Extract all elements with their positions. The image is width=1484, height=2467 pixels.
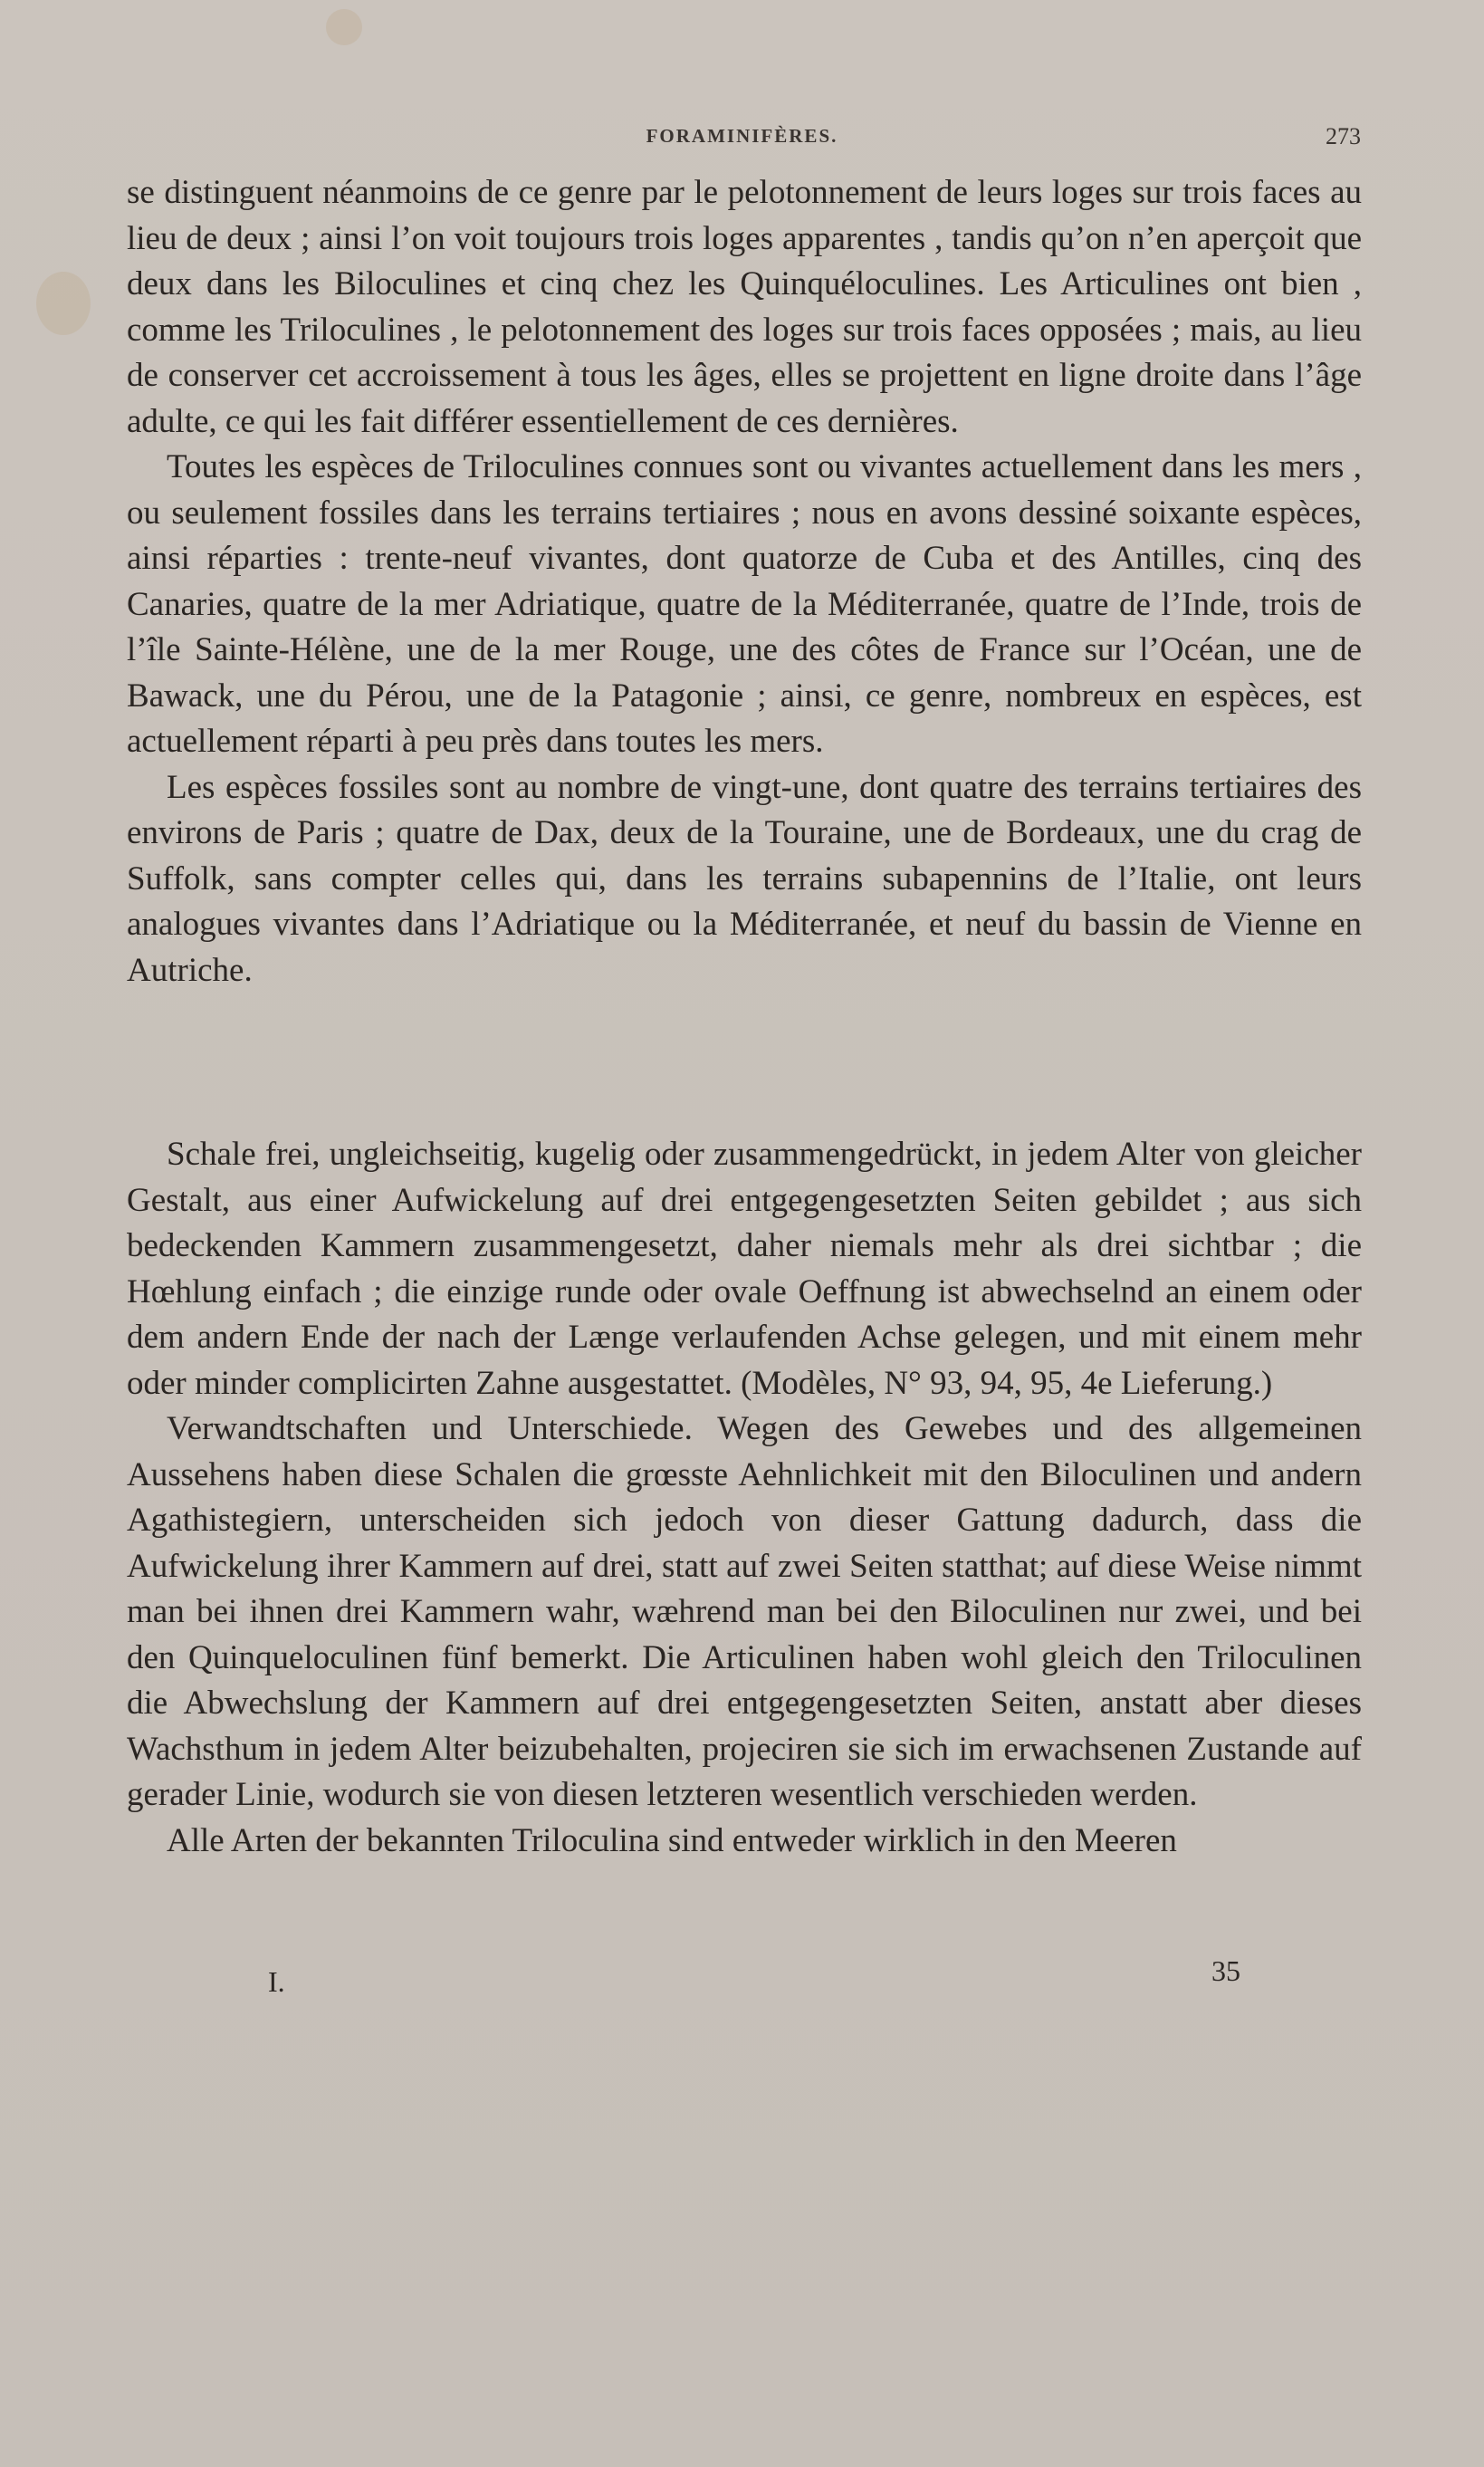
french-paragraph-2: Toutes les espèces de Triloculines connues sont ou vivantes actuellement dans les mers , ou seulement fossiles dans les terrains tertiaires ; nous en avons dessiné soixante espèces, ainsi réparties : trente-neuf vivantes, dont quatorze de Cuba et des Antilles, cinq des Canaries, quatre de la mer Adriatique, quatre de la Méditerranée, quatre de l’Inde, trois de l’île Sainte-Hélène, une de la mer Rouge, une des côtes de France sur l’Océan, une de Bawack, une du Pérou, une de la Patagonie ; ainsi, ce genre, nombreux en espèces, est actuellement réparti à peu près dans toutes les mers. [127, 448, 1362, 760]
german-paragraph-3: Alle Arten der bekannten Triloculina sind entweder wirklich in den Meeren [167, 1821, 1177, 1859]
french-text [127, 170, 1362, 994]
page-number: 273 [1326, 123, 1361, 149]
paper-stain [36, 272, 91, 335]
german-text [127, 1132, 1362, 1864]
running-header-title: FORAMINIFÈRES. [646, 125, 838, 147]
signature-mark: I. [268, 1965, 285, 1998]
german-paragraph-2: Verwandtschaften und Unterschiede. Wegen des Gewebes und des allgemeinen Aussehens haben diese Schalen die grœsste Aehnlichkeit mit den Biloculinen und andern Agathistegiern, unterscheiden sich jedoch von dieser Gattung dadurch, dass die Aufwickelung ihrer Kammern auf drei, statt auf zwei Seiten statthat; auf diese Weise nimmt man bei ihnen drei Kammern wahr, wæhrend man bei den Biloculinen nur zwei, und bei den Quinqueloculinen fünf bemerkt. Die Articulinen haben wohl gleich den Triloculinen die Abwechslung der Kammern auf drei entgegengesetzten Seiten, anstatt aber dieses Wachsthum in jedem Alter beizubehalten, projeciren sie sich im erwachsenen Zustande auf gerader Linie, wodurch sie von diesen letzteren wesentlich verschieden werden. [127, 1410, 1362, 1813]
french-paragraph-1: se distinguent néanmoins de ce genre par le pelotonnement de leurs loges sur trois faces au lieu de deux ; ainsi l’on voit toujours trois loges apparentes , tandis qu’on n’en aperçoit que deux dans les Biloculines et cinq chez les Quinquéloculines. Les Articulines ont bien , comme les Triloculines , le pelotonnement des loges sur trois faces opposées ; mais, au lieu de conserver cet accroissement à tous les âges, elles se projettent en ligne droite dans l’âge adulte, ce qui les fait différer essentiellement de ces dernières. [127, 174, 1362, 440]
french-paragraph-3: Les espèces fossiles sont au nombre de vingt-une, dont quatre des terrains tertiaires des environs de Paris ; quatre de Dax, deux de la Touraine, une de Bordeaux, une du crag de Suffolk, sans compter celles qui, dans les terrains subapennins de l’Italie, ont leurs analogues vivantes dans l’Adriatique ou la Méditerranée, et neuf du bassin de Vienne en Autriche. [127, 768, 1362, 989]
german-paragraph-1: Schale frei, ungleichseitig, kugelig oder zusammengedrückt, in jedem Alter von gleicher Gestalt, aus einer Aufwickelung auf drei entgegengesetzten Seiten gebildet ; aus sich bedeckenden Kammern zusammengesetzt, daher niemals mehr als drei sichtbar ; die Hœhlung einfach ; die einzige runde oder ovale Oeffnung ist abwechselnd an einem oder dem andern Ende der nach der Længe verlaufenden Achse gelegen, und mit einem mehr oder minder complicirten Zahne ausgestattet. (Modèles, N° 93, 94, 95, 4e Lieferung.) [127, 1136, 1362, 1402]
folio-number: 35 [1211, 1954, 1240, 1987]
paper-stain [326, 9, 362, 45]
